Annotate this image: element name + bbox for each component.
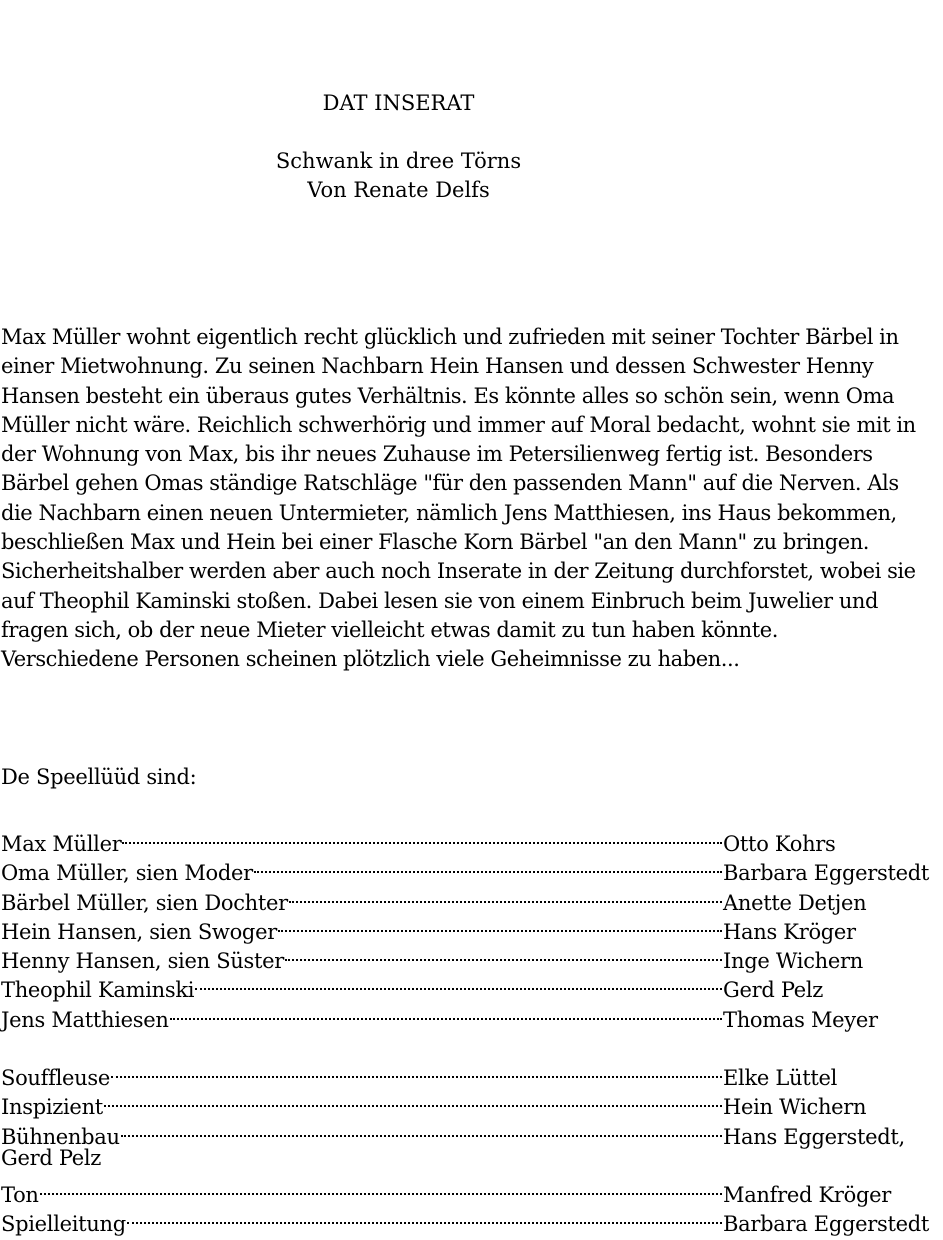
- synopsis-line: beschließen Max und Hein bei einer Flasche Korn Bärbel "an den Mann" zu bringen.: [1, 530, 870, 555]
- cast-actor: Barbara Eggerstedt: [723, 861, 929, 886]
- cast-role: Jens Matthiesen: [1, 1007, 169, 1032]
- dot-leader: [121, 1115, 722, 1144]
- dot-leader: [40, 1173, 722, 1202]
- cast-role: Henny Hansen, sien Süster: [1, 949, 284, 974]
- synopsis-line: Hansen besteht ein überaus gutes Verhältnis. Es könnte alles so schön sein, wenn Oma: [1, 383, 895, 408]
- dot-leader: [104, 1085, 722, 1114]
- crew-role: Bühnenbau: [1, 1124, 120, 1149]
- cast-list: [1, 822, 943, 1032]
- cast-role: Max Müller: [1, 832, 122, 856]
- cast-actor: Gerd Pelz: [723, 978, 824, 1003]
- cast-actor: Otto Kohrs: [723, 832, 836, 856]
- synopsis-paragraph: [1, 323, 943, 675]
- cast-heading: De Speellüüd sind:: [1, 765, 197, 789]
- synopsis-line: Verschiedene Personen scheinen plötzlich viele Geheimnisse zu haben...: [1, 647, 740, 672]
- crew-role: Inspizient: [1, 1095, 103, 1120]
- dot-leader: [122, 822, 722, 851]
- synopsis-line: die Nachbarn einen neuen Untermieter, nämlich Jens Matthiesen, ins Haus bekommen,: [1, 500, 897, 525]
- crew-member: Hans Eggerstedt,: [723, 1124, 905, 1149]
- cast-actor: Thomas Meyer: [723, 1007, 878, 1032]
- synopsis-line: Müller nicht wäre. Reichlich schwerhörig und immer auf Moral bedacht, wohnt sie mit in: [1, 412, 916, 437]
- crew-list: [1, 1056, 943, 1237]
- dot-leader: [254, 851, 722, 880]
- play-subtitle: Schwank in dree Törns: [275, 149, 522, 173]
- cast-actor: Anette Detjen: [723, 890, 867, 915]
- play-title: DAT INSERAT: [322, 91, 475, 115]
- cast-role: Oma Müller, sien Moder: [1, 861, 253, 886]
- crew-member: Manfred Kröger: [723, 1183, 891, 1208]
- crew-member-continuation: Gerd Pelz: [1, 1145, 102, 1170]
- synopsis-line: fragen sich, ob der neue Mieter vielleicht etwas damit zu tun haben könnte.: [1, 617, 778, 642]
- dot-leader: [127, 1202, 722, 1231]
- synopsis-line: der Wohnung von Max, bis ihr neues Zuhause im Petersilienweg fertig ist. Besonders: [1, 442, 873, 467]
- crew-row: [1, 1173, 943, 1208]
- cast-role: Theophil Kaminski: [1, 978, 195, 1003]
- cast-role: Hein Hansen, sien Swoger: [1, 919, 277, 944]
- dot-leader: [195, 968, 722, 997]
- dot-leader: [278, 910, 722, 939]
- synopsis-line: auf Theophil Kaminski stoßen. Dabei lesen sie von einem Einbruch beim Juwelier und: [1, 588, 879, 613]
- synopsis-line: Max Müller wohnt eigentlich recht glücklich und zufrieden mit seiner Tochter Bärbel in: [1, 325, 899, 349]
- cast-actor: Hans Kröger: [723, 919, 856, 944]
- crew-member: Elke Lüttel: [723, 1066, 838, 1090]
- dot-leader: [170, 998, 722, 1027]
- crew-member: Barbara Eggerstedt: [723, 1212, 929, 1237]
- dot-leader: [289, 881, 722, 910]
- synopsis-line: einer Mietwohnung. Zu seinen Nachbarn Hein Hansen und dessen Schwester Henny: [1, 354, 874, 379]
- crew-role: Spielleitung: [1, 1212, 126, 1237]
- cast-role: Bärbel Müller, sien Dochter: [1, 890, 288, 915]
- crew-row: [1, 1056, 943, 1090]
- synopsis-line: Bärbel gehen Omas ständige Ratschläge "für den passenden Mann" auf die Nerven. Als: [1, 471, 899, 496]
- cast-actor: Inge Wichern: [723, 949, 863, 974]
- play-author: Von Renate Delfs: [307, 178, 490, 202]
- crew-role: Ton: [1, 1183, 39, 1208]
- crew-member: Hein Wichern: [723, 1095, 867, 1120]
- crew-role: Souffleuse: [1, 1066, 110, 1090]
- dot-leader: [111, 1056, 722, 1085]
- synopsis-line: Sicherheitshalber werden aber auch noch Inserate in der Zeitung durchforstet, wobei sie: [1, 559, 916, 584]
- dot-leader: [285, 939, 722, 968]
- cast-row: [1, 822, 943, 856]
